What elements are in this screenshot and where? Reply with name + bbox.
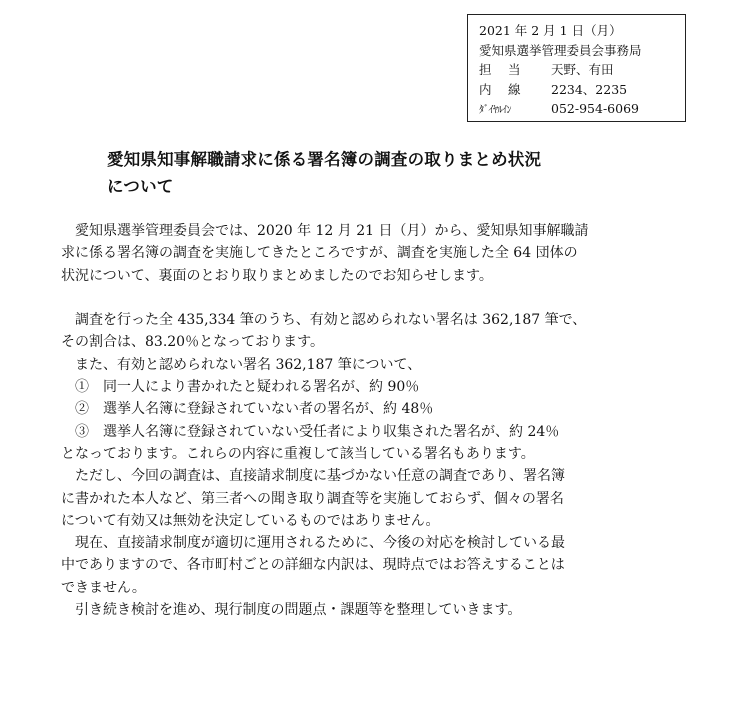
- list-item-2: ② 選挙人名簿に登録されていない者の署名が、約 48％: [61, 401, 434, 418]
- contact-value: 天野、有田: [551, 62, 614, 77]
- body-line: 求に係る署名簿の調査を実施してきたところですが、調査を実施した全 64 団体の: [61, 245, 578, 262]
- body-line: となっております。これらの内容に重複して該当している署名もあります。: [61, 445, 535, 462]
- body-line: 中でありますので、各市町村ごとの詳細な内訳は、現時点ではお答えすることは: [61, 557, 565, 574]
- body-line: について有効又は無効を決定しているものではありません。: [61, 512, 440, 529]
- body-line: 愛知県選挙管理委員会では、2020 年 12 月 21 日（月）から、愛知県知事解職請: [61, 223, 589, 239]
- contact-person-line: [479, 60, 685, 80]
- list-item-1: ① 同一人により書かれたと疑われる署名が、約 90％: [61, 379, 420, 396]
- body-line: に書かれた本人など、第三者への聞き取り調査等を実施しておらず、個々の署名: [61, 490, 564, 507]
- document-title: [107, 146, 541, 200]
- contact-label: 担 当: [479, 62, 521, 77]
- extension-value: 2234、2235: [551, 81, 628, 97]
- extension-label: 内 線: [479, 81, 521, 97]
- body-line: ただし、今回の調査は、直接請求制度に基づかない任意の調査であり、署名簿: [61, 468, 565, 485]
- dial-in-value: 052-954-6069: [551, 101, 639, 116]
- date-line: 2021 年 2 月 1 日（月）: [479, 23, 622, 38]
- title-line-2: について: [107, 177, 174, 196]
- document-body: [61, 220, 671, 621]
- contact-info-box: [467, 14, 686, 122]
- list-item-3: ③ 選挙人名簿に登録されていない受任者により収集された署名が、約 24％: [61, 423, 560, 440]
- body-line: また、有効と認められない署名 362,187 筆について、: [61, 356, 422, 373]
- extension-line: [479, 80, 685, 100]
- dial-in-label: ﾀﾞｲﾔﾙｲﾝ: [479, 105, 511, 116]
- body-line: 調査を行った全 435,334 筆のうち、有効と認められない署名は 362,187 筆で、: [61, 312, 587, 329]
- office-line: 愛知県選挙管理委員会事務局: [479, 42, 642, 58]
- body-line: 状況について、裏面のとおり取りまとめましたのでお知らせします。: [61, 267, 493, 284]
- body-line: その割合は、83.20％となっております。: [61, 334, 324, 351]
- paragraph-gap: [61, 287, 671, 309]
- title-line-1: 愛知県知事解職請求に係る署名簿の調査の取りまとめ状況: [107, 150, 542, 169]
- body-line: 引き続き検討を進め、現行制度の問題点・課題等を整理していきます。: [61, 602, 522, 619]
- dial-in-line: [479, 99, 685, 121]
- body-line: できません。: [61, 579, 146, 596]
- body-line: 現在、直接請求制度が適切に運用されるために、今後の対応を検討している最: [61, 535, 565, 552]
